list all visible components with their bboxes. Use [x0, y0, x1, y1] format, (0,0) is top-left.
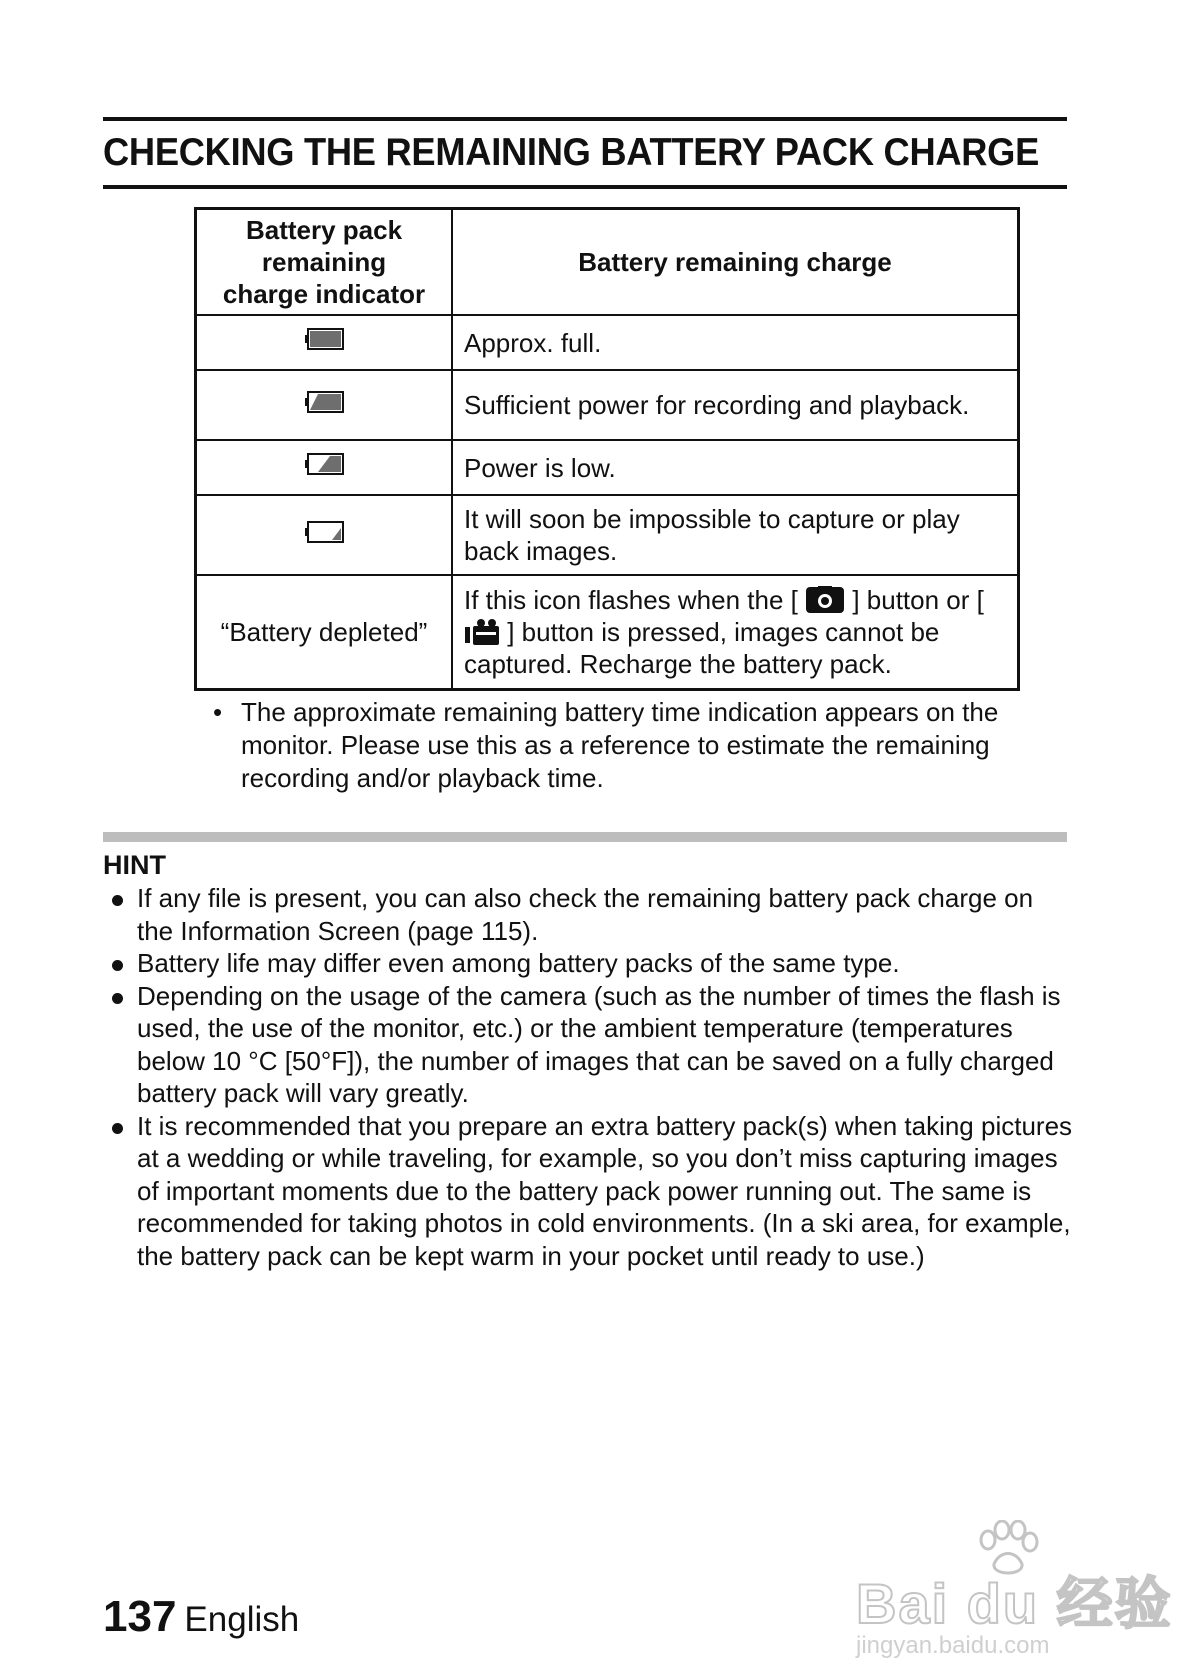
page-footer — [103, 1592, 299, 1642]
page-number: 137 — [103, 1592, 177, 1641]
table-row — [196, 370, 1019, 440]
indicator-cell — [196, 495, 453, 575]
description-cell: Power is low. — [452, 440, 1019, 495]
battery-low-icon — [304, 451, 344, 477]
hint-heading: HINT — [103, 850, 166, 880]
indicator-cell — [196, 370, 453, 440]
battery-empty-icon — [304, 519, 344, 545]
table-row — [196, 575, 1019, 690]
watermark — [850, 1520, 1173, 1670]
description-cell: Sufficient power for recording and playback. — [452, 370, 1019, 440]
table-row — [196, 440, 1019, 495]
watermark-url: jingyan.baidu.com — [856, 1632, 1050, 1659]
hint-list — [103, 882, 1073, 1272]
table-header-row — [196, 209, 1019, 316]
list-item: Battery life may differ even among battery packs of the same type. — [103, 947, 1073, 980]
note-text: The approximate remaining battery time indication appears on the monitor. Please use this as a reference to estimate the remaining recording and/or playback time. — [241, 697, 999, 793]
indicator-cell — [196, 440, 453, 495]
note-bullet: • — [213, 697, 223, 727]
battery-charge-table — [194, 207, 1020, 691]
description-cell: It will soon be impossible to capture or play back images. — [452, 495, 1019, 575]
description-cell: If this icon flashes when the [ ] button or [ ] button is pressed, images cannot be captured. Recharge the battery pack. — [452, 575, 1019, 690]
table-row — [196, 315, 1019, 370]
indicator-cell — [196, 315, 453, 370]
battery-high-icon — [304, 389, 344, 415]
hint-divider — [103, 832, 1067, 842]
table-row — [196, 495, 1019, 575]
list-item: It is recommended that you prepare an extra battery pack(s) when taking pictures at a wedding or while traveling, for example, so you don’t miss capturing images of important moments due to the battery pack power running out. The same is recommended for taking photos in cold environments. (In a ski area, for example, the battery pack can be kept warm in your pocket until ready to use.) — [103, 1110, 1073, 1273]
header-indicator: Battery pack remaining charge indicator — [196, 209, 453, 316]
list-item: Depending on the usage of the camera (such as the number of times the flash is used, the use of the monitor, etc.) or the ambient temperature (temperatures below 10 °C [50°F]), the number of images that can be saved on a fully charged battery pack will vary greatly. — [103, 980, 1073, 1110]
list-item: If any file is present, you can also check the remaining battery pack charge on the Information Screen (page 115). — [103, 882, 1073, 947]
page-language: English — [184, 1600, 300, 1639]
video-camera-icon — [464, 618, 500, 646]
title-block — [103, 117, 1067, 189]
bullet-icon — [112, 960, 123, 971]
page-title: CHECKING THE REMAINING BATTERY PACK CHARGE — [103, 131, 1040, 174]
indicator-cell: “Battery depleted” — [196, 575, 453, 690]
battery-full-icon — [304, 326, 344, 352]
description-cell: Approx. full. — [452, 315, 1019, 370]
bullet-icon — [112, 993, 123, 1004]
camera-icon — [805, 586, 845, 614]
bullet-icon — [112, 1123, 123, 1134]
header-remaining-charge: Battery remaining charge — [452, 209, 1019, 316]
bullet-icon — [112, 895, 123, 906]
watermark-logo: Bai du 经验 — [856, 1572, 1173, 1635]
